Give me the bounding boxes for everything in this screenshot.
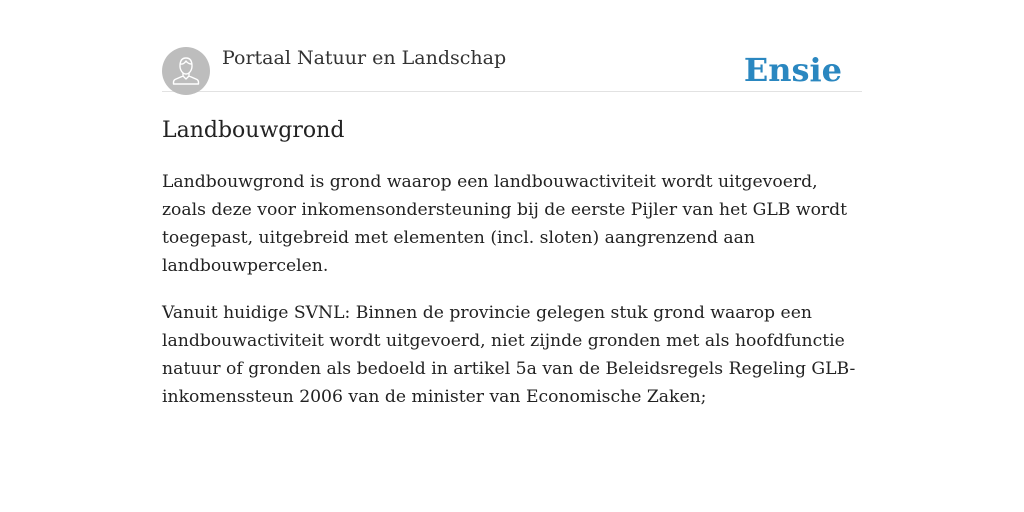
page-container bbox=[162, 46, 862, 407]
ensie-logo[interactable]: Ensie bbox=[743, 51, 842, 89]
paragraph-2: Vanuit huidige SVNL: Binnen de provincie gelegen stuk grond waarop een landbouwactiviteit wordt uitgevoerd, niet zijnde gronden met als hoofdfunctie natuur of gronden als bedoeld in artikel 5a van de Beleidsregels Regeling GLB-inkomenssteun 2006 van de minister van Economische Zaken; bbox=[162, 303, 856, 407]
article-body bbox=[162, 168, 862, 430]
page-title: Landbouwgrond bbox=[162, 118, 345, 143]
avatar[interactable] bbox=[162, 47, 210, 95]
paragraph-1: Landbouwgrond is grond waarop een landbouwactiviteit wordt uitgevoerd, zoals deze voor inkomensondersteuning bij de eerste Pijler van het GLB wordt toegepast, uitgebreid met elementen (incl. sloten) aangrenzend aan landbouwpercelen. bbox=[162, 172, 848, 276]
author-name[interactable]: Portaal Natuur en Landschap bbox=[222, 47, 507, 69]
author-header bbox=[162, 46, 862, 92]
user-silhouette-icon bbox=[162, 47, 210, 95]
